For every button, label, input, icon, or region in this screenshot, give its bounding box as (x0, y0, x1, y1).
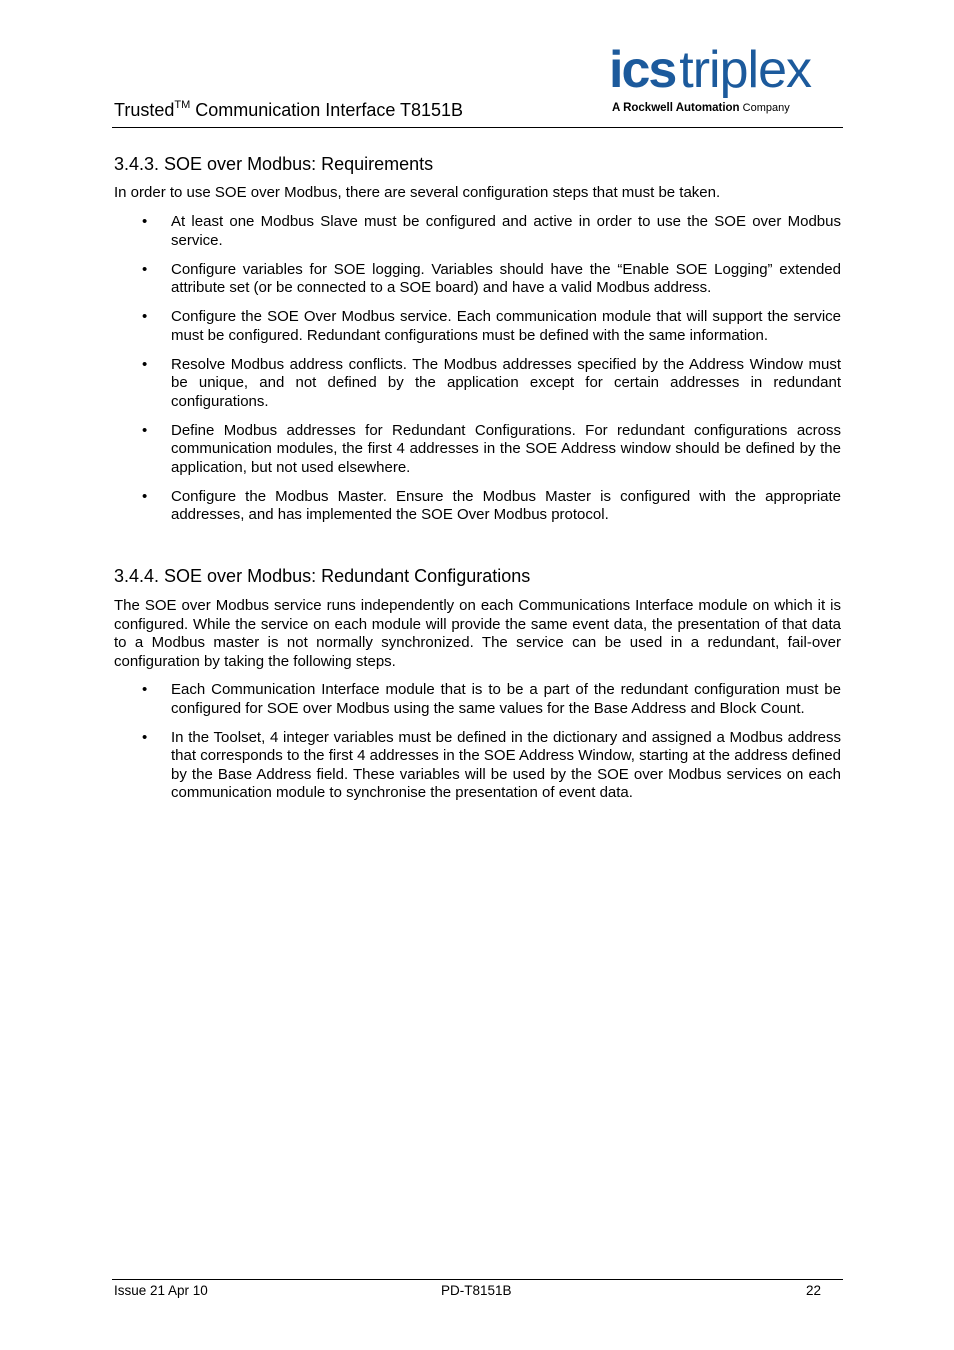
list-item (114, 422, 841, 478)
requirements-list (114, 213, 841, 535)
list-item-text: Define Modbus addresses for Redundant Configurations. For redundant configurations across communication modules, the first 4 addresses in the SOE Address window should be defined by the application, but not used elsewhere. (171, 421, 841, 476)
list-item (114, 261, 841, 298)
logo-wordmark (609, 40, 811, 100)
section-heading-redundant: 3.4.4. SOE over Modbus: Redundant Configurations (114, 566, 531, 586)
logo-tagline-bold: A Rockwell Automation (612, 102, 740, 114)
ics-triplex-logo (609, 40, 845, 120)
section-intro-redundant: The SOE over Modbus service runs independently on each Communications Interface module on which it is configured. While the service on each module will provide the same event data, the presentation of that data to a Modbus master is not normally synchronized. The service can be used in a redundant, fail-over configuration by taking the following steps. (114, 597, 841, 670)
logo-tagline-company: Company (739, 102, 790, 114)
footer-divider (112, 1279, 843, 1280)
list-item-text: Each Communication Interface module that is to be a part of the redundant configuration must be configured for SOE over Modbus using the same values for the Base Address and Block Count. (171, 681, 841, 717)
logo-tagline (612, 101, 790, 115)
bullet-icon: • (142, 355, 148, 373)
title-prefix: Trusted (114, 100, 175, 120)
bullet-icon: • (142, 260, 148, 278)
bullet-icon: • (142, 308, 148, 325)
logo-ics: ics (609, 41, 676, 99)
header-divider (112, 127, 843, 128)
list-item (114, 213, 841, 250)
list-item-text: In the Toolset, 4 integer variables must be defined in the dictionary and assigned a Modbus address that corresponds to the first 4 addresses in the SOE Address Window, starting at the address defined by the Base Address field. These variables will be used by the SOE over Modbus services on each communication module to synchronise the presentation of event data. (171, 728, 841, 801)
logo-triplex: triplex (679, 41, 812, 99)
list-item (114, 729, 841, 803)
page-number: 22 (806, 1283, 822, 1298)
list-item-text: At least one Modbus Slave must be configured and active in order to use the SOE over Modbus service. (171, 213, 841, 249)
list-item-text: Resolve Modbus address conflicts. The Modbus addresses specified by the Address Window must be unique, and not defined by the application except for certain addresses in redundant configurations. (171, 355, 841, 410)
list-item-text: Configure variables for SOE logging. Variables should have the “Enable SOE Logging” extended attribute set (or be connected to a SOE board) and have a valid Modbus address. (171, 260, 841, 296)
bullet-icon: • (142, 421, 148, 439)
bullet-icon: • (142, 728, 148, 746)
bullet-icon: • (142, 681, 148, 698)
list-item (114, 356, 841, 412)
list-item-text: Configure the SOE Over Modbus service. Each communication module that will support the service must be configured. Redundant configurations must be defined with the same information. (171, 308, 841, 344)
bullet-icon: • (142, 487, 148, 505)
footer-issue: Issue 21 Apr 10 (114, 1283, 208, 1298)
bullet-icon: • (142, 213, 148, 230)
redundant-steps-list (114, 681, 841, 813)
list-item (114, 681, 841, 718)
title-suffix: Communication Interface T8151B (190, 100, 464, 120)
trademark-mark: TM (174, 99, 191, 111)
section-heading-requirements: 3.4.3. SOE over Modbus: Requirements (114, 154, 434, 174)
section-intro-requirements: In order to use SOE over Modbus, there are several configuration steps that must be taken. (114, 184, 721, 201)
footer-doc-id: PD-T8151B (441, 1283, 512, 1298)
list-item-text: Configure the Modbus Master. Ensure the Modbus Master is configured with the appropriate addresses, and has implemented the SOE Over Modbus protocol. (171, 487, 841, 523)
document-title (114, 99, 463, 121)
list-item (114, 488, 841, 525)
list-item (114, 308, 841, 345)
